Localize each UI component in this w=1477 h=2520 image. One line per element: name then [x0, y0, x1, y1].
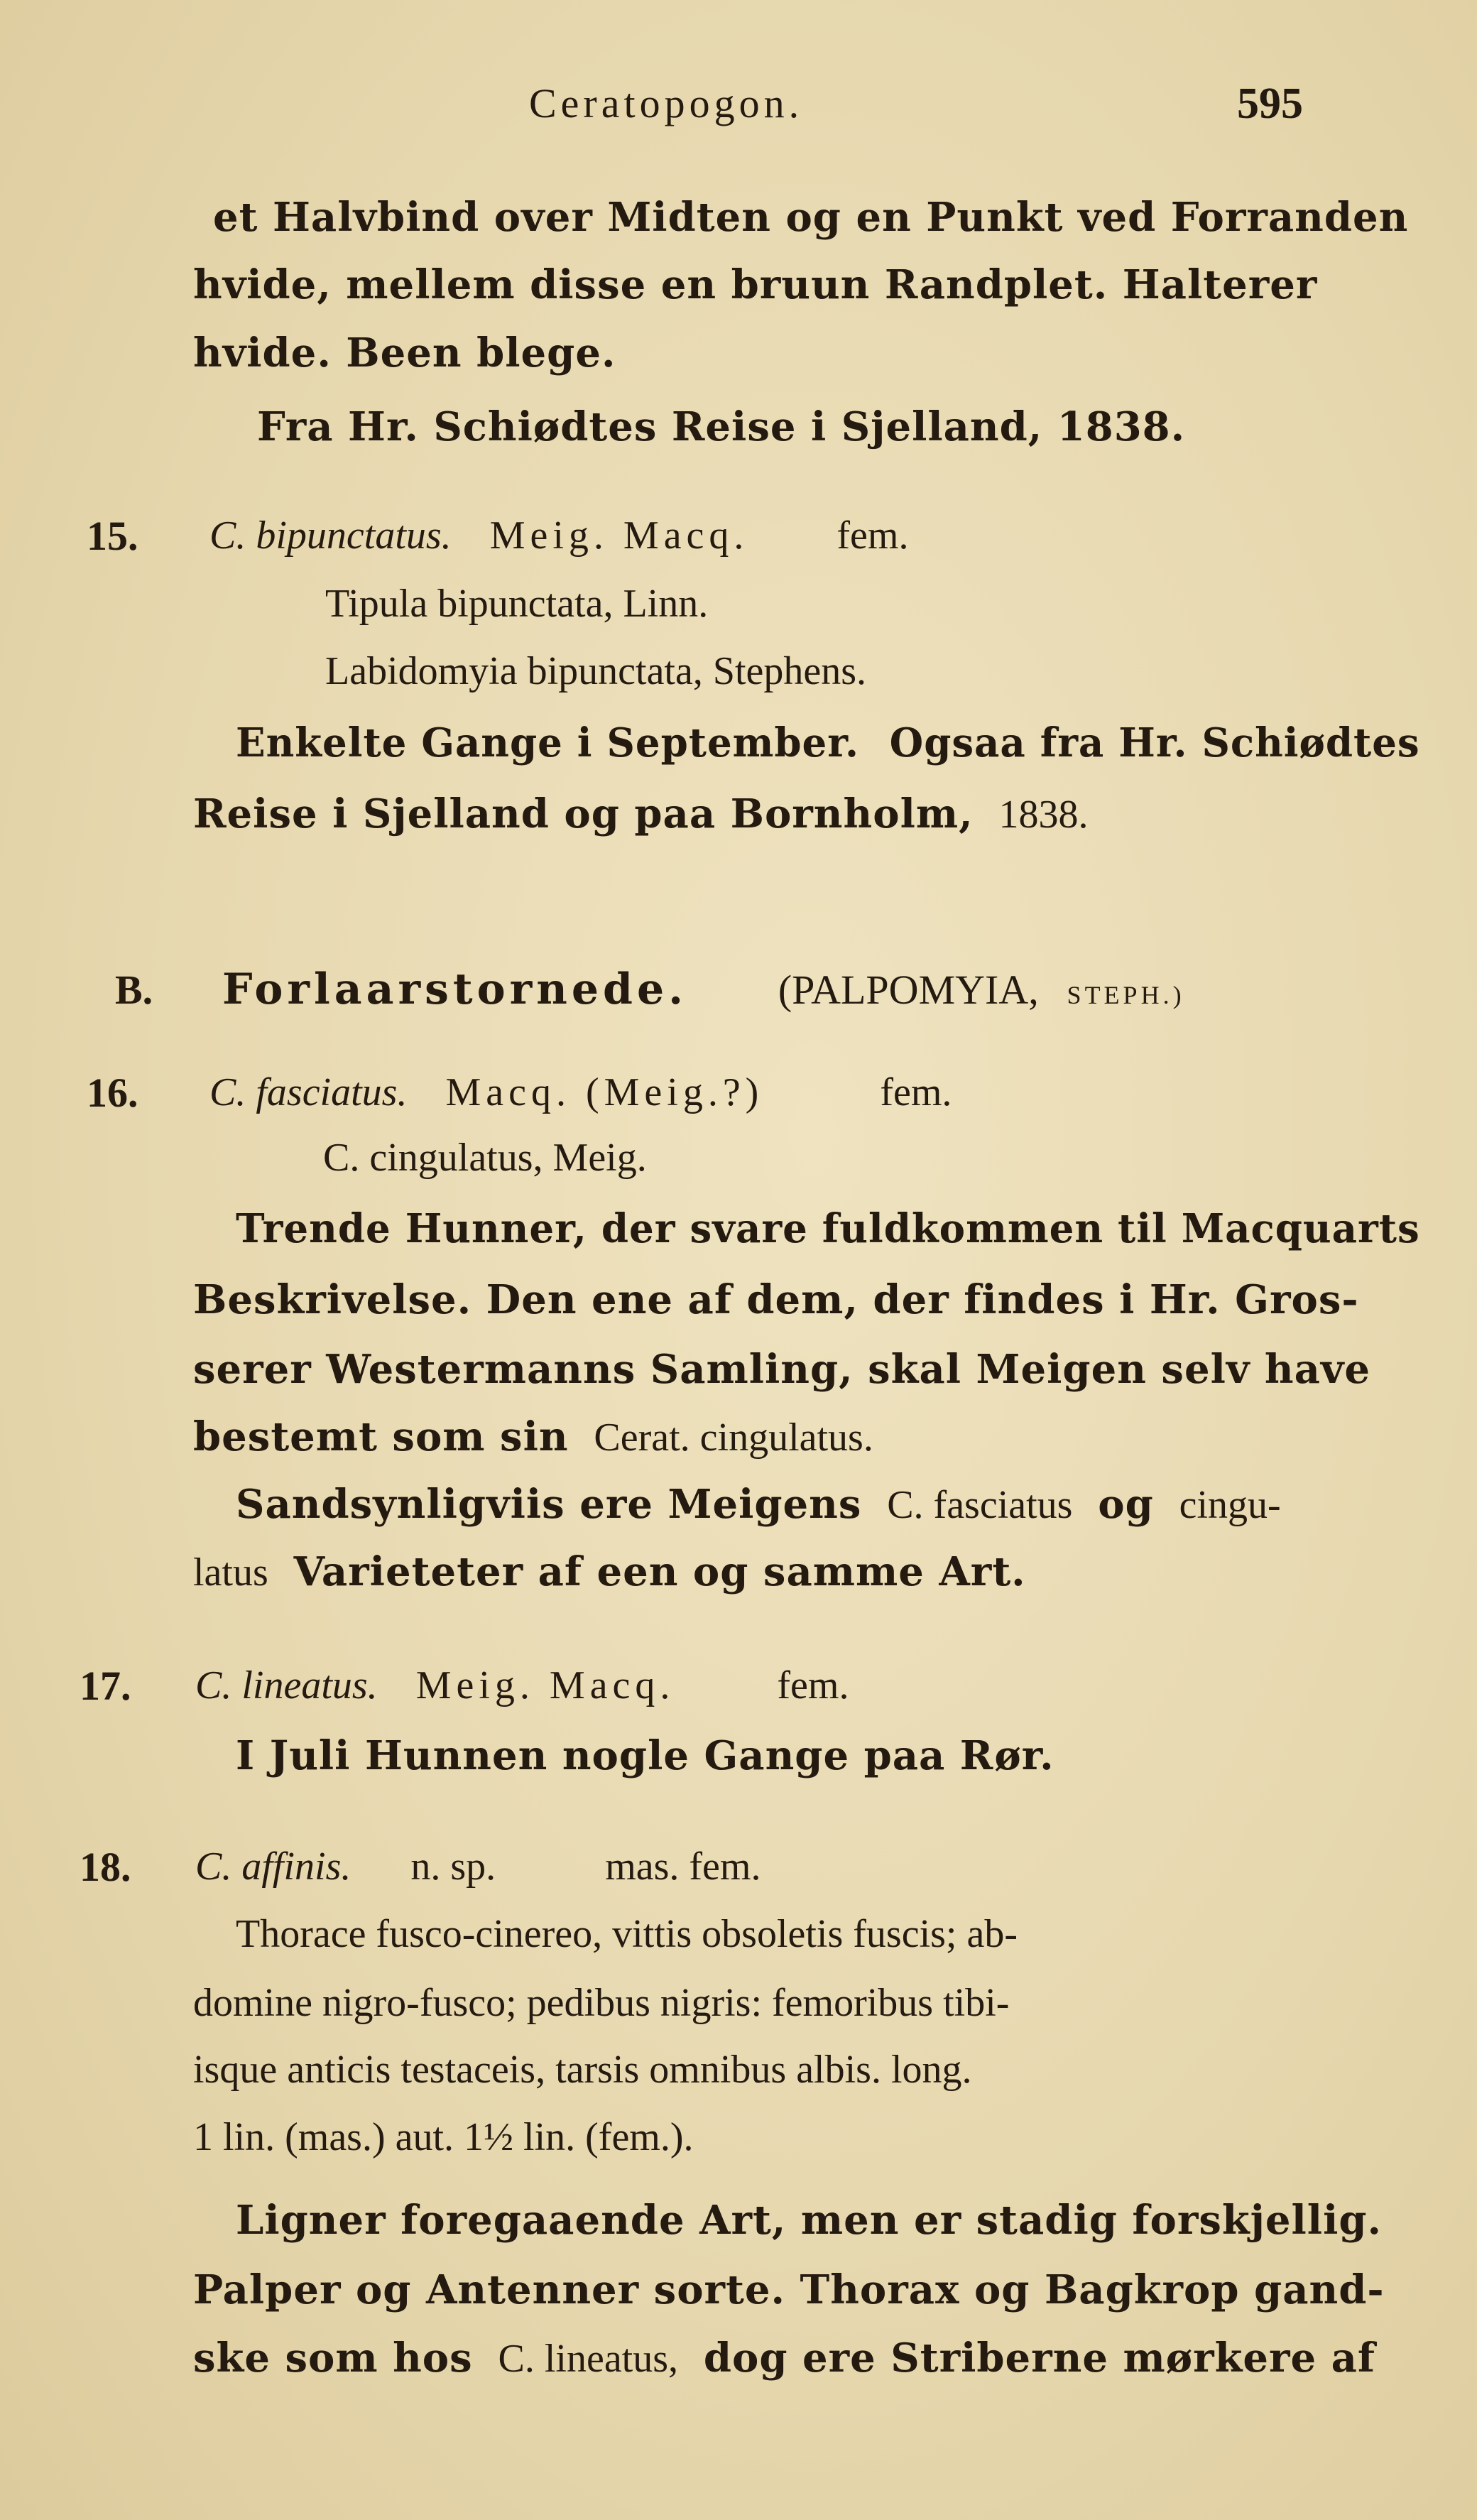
- text-line: Ligner foregaaende Art, men er stadig forskjellig.: [236, 2197, 1383, 2244]
- text-line: Trende Hunner, der svare fuldkommen til Macquarts: [236, 1205, 1420, 1252]
- entry-number: 15.: [87, 513, 138, 559]
- sex: mas. fem.: [605, 1845, 761, 1889]
- text-line: Sandsynligviis ere Meigens C. fasciatus og cingu-: [236, 1481, 1281, 1528]
- diagnosis-line: isque anticis testaceis, tarsis omnibus albis. long.: [193, 2048, 972, 2092]
- text-line: serer Westermanns Samling, skal Meigen selv have: [193, 1346, 1371, 1393]
- text-line: Enkelte Gange i September. Ogsaa fra Hr. Schiødtes: [236, 719, 1420, 766]
- text-line: et Halvbind over Midten og en Punkt ved Forranden: [213, 194, 1409, 241]
- entry-number: 16.: [87, 1070, 138, 1116]
- diagnosis-line: 1 lin. (mas.) aut. 1½ lin. (fem.).: [193, 2115, 694, 2159]
- sex: fem.: [880, 1070, 952, 1114]
- text-line: Fra Hr. Schiødtes Reise i Sjelland, 1838.: [257, 403, 1186, 450]
- species-heading: [209, 514, 909, 558]
- authority: Meig. Macq.: [415, 1663, 675, 1707]
- text-line: Palper og Antenner sorte. Thorax og Bagkrop gand-: [193, 2266, 1385, 2313]
- authority: Macq. (Meig.?): [445, 1070, 764, 1114]
- page-number: 595: [1237, 80, 1303, 128]
- running-head: Ceratopogon.: [529, 80, 804, 126]
- text-line: ske som hos C. lineatus, dog ere Striberne mørkere af: [193, 2335, 1376, 2381]
- text-line: hvide, mellem disse en bruun Randplet. Halterer: [193, 261, 1318, 308]
- section-heading: B. Forlaarstornede. (PALPOMYIA, STEPH.): [115, 965, 1185, 1014]
- species-name: C. fasciatus.: [209, 1070, 408, 1114]
- text-line: Reise i Sjelland og paa Bornholm, 1838.: [193, 791, 1089, 837]
- text-line: bestemt som sin Cerat. cingulatus.: [193, 1413, 873, 1460]
- diagnosis-line: Thorace fusco-cinereo, vittis obsoletis fuscis; ab-: [236, 1912, 1018, 1956]
- text-line: latus Varieteter af een og samme Art.: [193, 1548, 1026, 1595]
- synonym: Tipula bipunctata, Linn.: [325, 582, 709, 626]
- species-name: C. lineatus.: [195, 1663, 378, 1707]
- text-line: I Juli Hunnen nogle Gange paa Rør.: [236, 1732, 1054, 1779]
- species-name: C. bipunctatus.: [209, 514, 452, 558]
- sex: fem.: [836, 514, 909, 558]
- synonym: Labidomyia bipunctata, Stephens.: [325, 649, 867, 693]
- synonym: C. cingulatus, Meig.: [323, 1136, 647, 1180]
- entry-number: 18.: [80, 1844, 131, 1890]
- text-line: Beskrivelse. Den ene af dem, der findes i Hr. Gros-: [193, 1276, 1359, 1323]
- diagnosis-line: domine nigro-fusco; pedibus nigris: femoribus tibi-: [193, 1981, 1010, 2025]
- text-line: hvide. Been blege.: [193, 330, 616, 376]
- species-heading: [209, 1072, 952, 1112]
- sex: fem.: [777, 1663, 849, 1707]
- entry-number: 17.: [80, 1663, 131, 1709]
- species-name: C. affinis.: [195, 1845, 351, 1889]
- authority: Meig. Macq.: [489, 514, 749, 558]
- species-heading: [195, 1663, 849, 1707]
- nomen-status: n. sp.: [410, 1845, 496, 1889]
- species-heading: [195, 1845, 761, 1889]
